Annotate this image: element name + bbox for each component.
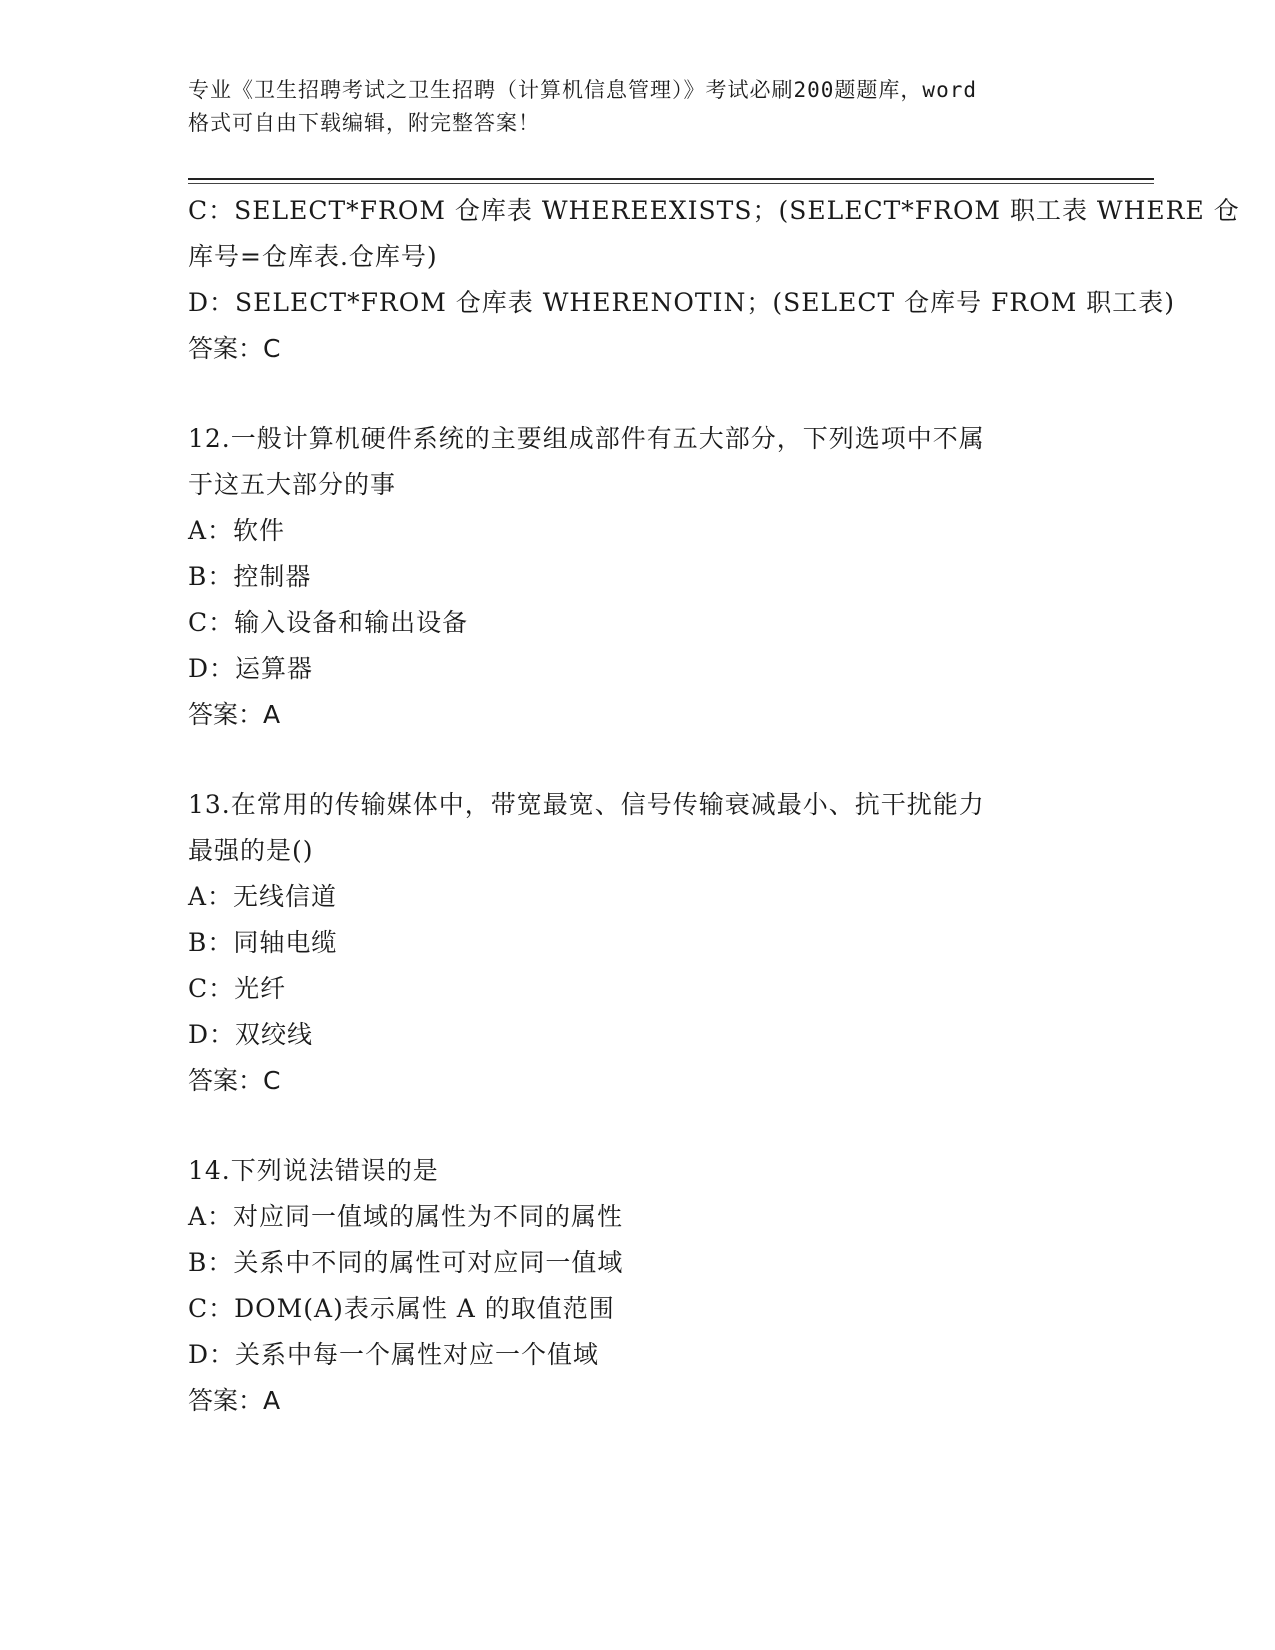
answer: 答案：A	[188, 1386, 281, 1415]
option-d: D：关系中每一个属性对应一个值域	[188, 1340, 600, 1369]
option-b: B：同轴电缆	[188, 928, 338, 957]
answer: 答案：C	[188, 334, 281, 363]
question-stem-line-2: 最强的是()	[188, 836, 314, 865]
document-header	[188, 74, 1088, 140]
option-c-line-2: 库号=仓库表.仓库号)	[188, 242, 438, 271]
question-stem-line-1: 13.在常用的传输媒体中，带宽最宽、信号传输衰减最小、抗干扰能力	[188, 790, 985, 819]
header-title-line-2: 格式可自由下载编辑，附完整答案！	[188, 111, 540, 135]
question-11-continued	[188, 188, 1240, 372]
question-14	[188, 1148, 1088, 1424]
question-list	[188, 188, 1240, 1424]
option-d: D：运算器	[188, 654, 314, 683]
answer: 答案：A	[188, 700, 281, 729]
spacer	[188, 738, 1088, 782]
option-b: B：关系中不同的属性可对应同一值域	[188, 1248, 624, 1277]
option-c: C：输入设备和输出设备	[188, 608, 469, 637]
header-divider-thin	[188, 183, 1154, 184]
option-a: A：无线信道	[188, 882, 338, 911]
spacer	[188, 372, 1088, 416]
option-a: A：对应同一值域的属性为不同的属性	[188, 1202, 624, 1231]
option-b: B：控制器	[188, 562, 312, 591]
option-c-line-1: C：SELECT*FROM 仓库表 WHEREEXISTS；(SELECT*FROM 职工表 WHERE 仓	[188, 196, 1240, 225]
question-stem-line-1: 12.一般计算机硬件系统的主要组成部件有五大部分，下列选项中不属	[188, 424, 985, 453]
option-d: D：SELECT*FROM 仓库表 WHERENOTIN；(SELECT 仓库号 FROM 职工表)	[188, 288, 1175, 317]
option-c: C：DOM(A)表示属性 A 的取值范围	[188, 1294, 615, 1323]
question-13	[188, 782, 1088, 1104]
answer: 答案：C	[188, 1066, 281, 1095]
option-c: C：光纤	[188, 974, 287, 1003]
option-d: D：双绞线	[188, 1020, 314, 1049]
header-title-line-1: 专业《卫生招聘考试之卫生招聘（计算机信息管理）》考试必刷200题题库，word	[188, 78, 977, 102]
question-12	[188, 416, 1088, 738]
spacer	[188, 1104, 1088, 1148]
header-divider-thick	[188, 178, 1154, 180]
question-stem-line-1: 14.下列说法错误的是	[188, 1156, 439, 1185]
question-stem-line-2: 于这五大部分的事	[188, 470, 397, 499]
option-a: A：软件	[188, 516, 286, 545]
